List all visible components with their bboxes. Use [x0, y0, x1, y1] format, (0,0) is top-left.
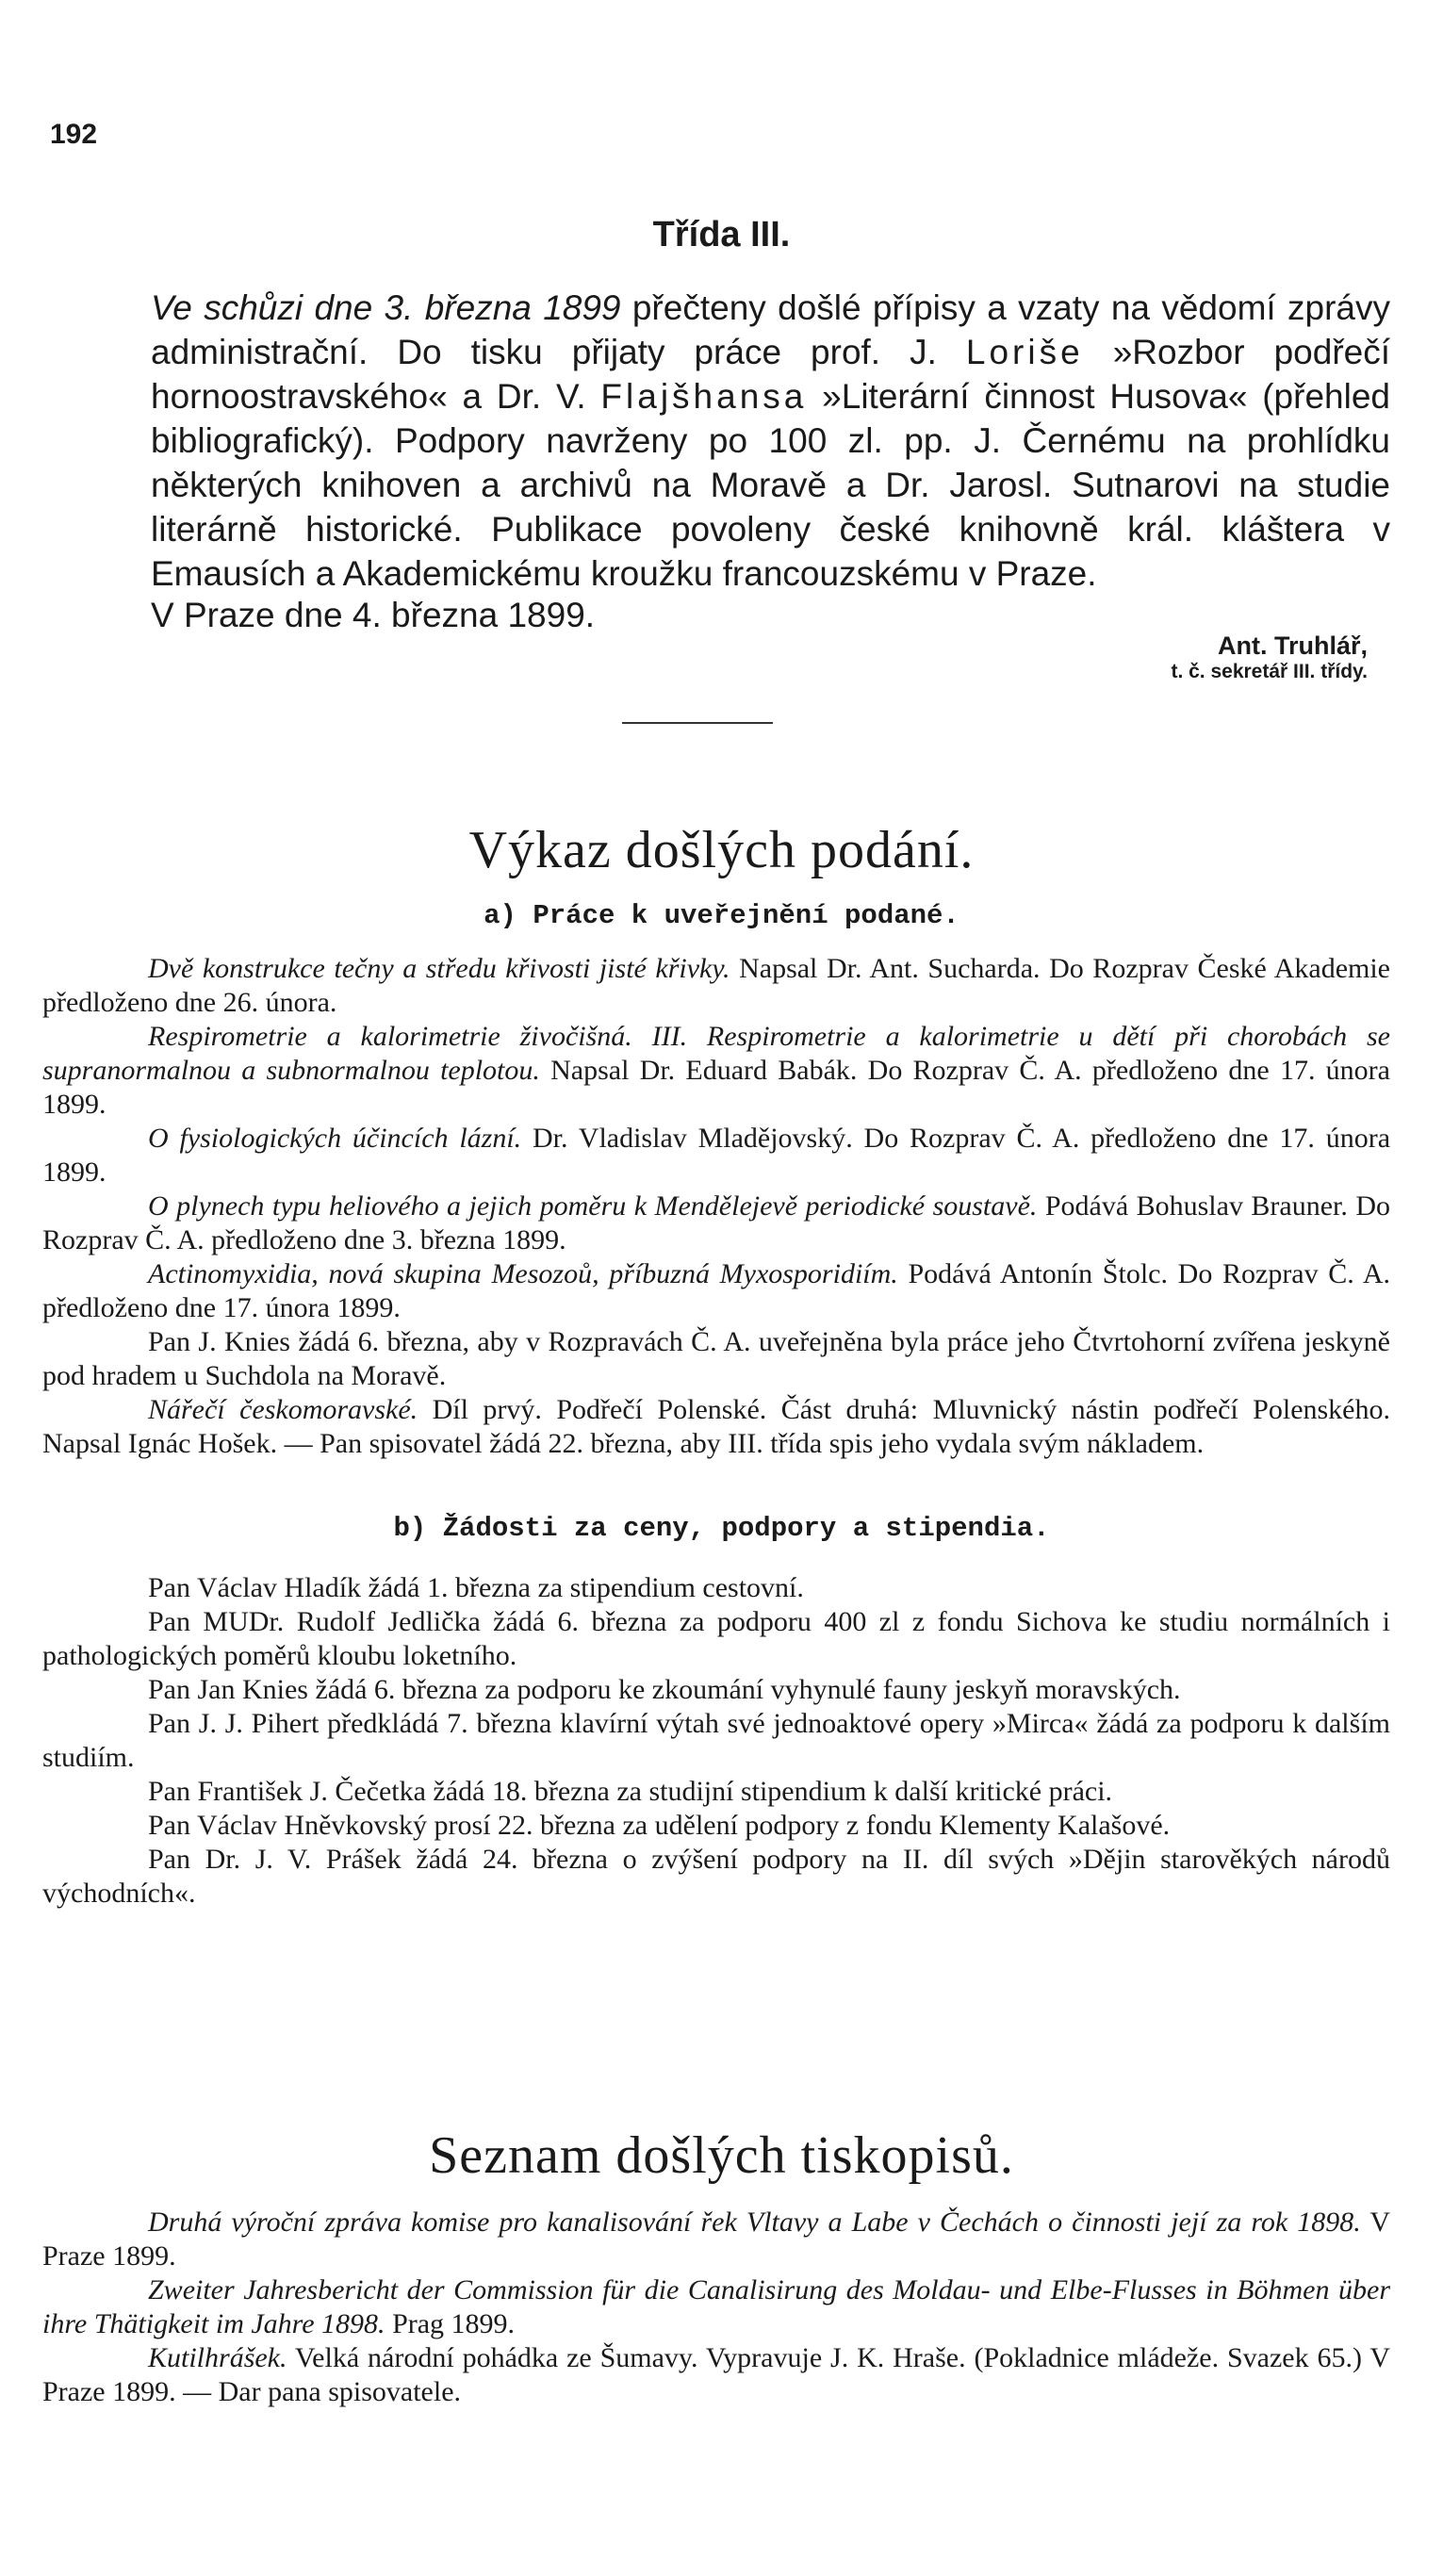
divider [622, 722, 773, 724]
list-item [42, 1020, 1390, 1122]
entry-text: Napsal Dr. Eduard Babák. Do Rozprav Č. A. předloženo dne 17. února 1899. [42, 1055, 1390, 1120]
list-item: Pan Jan Knies žádá 6. března za podporu ke zkoumání vyhynulé fauny jeskyň moravských. [148, 1674, 1181, 1705]
entry-title: O plynech typu heliového a jejich poměru k Mendělejevě periodické soustavě. [148, 1190, 1038, 1222]
heading-submissions: Výkaz došlých podání. [468, 821, 975, 879]
session-text: přečteny došlé přípisy a vzaty na vědomí zprávy administrační. Do tisku přijaty práce prof. J. [151, 288, 1390, 371]
entry-title: Dvě konstrukce tečny a středu křivosti jisté křivky. [148, 953, 730, 984]
submissions-list [42, 952, 1390, 1461]
list-item: Pan Václav Hněvkovský prosí 22. března za udělení podpory z fondu Klementy Kalašové. [148, 1810, 1171, 1841]
entry-text: Napsal Dr. Ant. Sucharda. Do Rozprav České Akademie předloženo dne 26. února. [42, 953, 1390, 1018]
section-title: Třída III. [652, 215, 791, 254]
author-lorise: Loriše [965, 333, 1084, 371]
list-item [42, 952, 1390, 1020]
signature-name: Ant. Truhlář, [1217, 632, 1368, 660]
heading-prints: Seznam došlých tiskopisů. [429, 2126, 1014, 2185]
list-item [42, 1325, 1390, 1393]
list-item [42, 1393, 1390, 1461]
requests-list [42, 1571, 1390, 1911]
page-number: 192 [50, 119, 98, 150]
entry-text: V Praze 1899. [42, 2207, 1390, 2272]
subheading-a: a) Práce k uveřejnění podané. [484, 900, 959, 931]
list-item: Pan Václav Hladík žádá 1. března za stipendium cestovní. [148, 1572, 804, 1603]
signature-role: t. č. sekretář III. třídy. [1171, 661, 1368, 682]
entry-text: Díl prvý. Podřečí Polenské. Část druhá: Mluvnický nástin podřečí Polenského. Napsal Ignác Hošek. — Pan spisovatel žádá 22. března, aby III. třída spis jeho vydala svým nákladem. [42, 1394, 1391, 1459]
entry-text: Prag 1899. [385, 2308, 516, 2339]
entry-title: Druhá výroční zpráva komise pro kanalisování řek Vltavy a Labe v Čechách o činnosti její za rok 1898. [148, 2207, 1361, 2238]
entry-title: Nářečí českomoravské. [148, 1394, 418, 1425]
entry-text: Dr. Vladislav Mladějovský. Do Rozprav Č. A. předloženo dne 17. února 1899. [42, 1123, 1391, 1188]
list-item [42, 2206, 1390, 2273]
list-item [42, 1190, 1390, 1257]
list-item [42, 2273, 1390, 2341]
entry-text: Pan J. Knies žádá 6. března, aby v Rozpravách Č. A. uveřejněna byla práce jeho Čtvrtohorní zvířena jeskyně pod hradem u Suchdola na Moravě. [42, 1326, 1390, 1391]
session-paragraph [151, 286, 1390, 596]
entry-title: Respirometrie a kalorimetrie živočišná. III. Respirometrie a kalorimetrie u dětí při chorobách se supranormalnou a subnormalnou teplotou. [42, 1021, 1390, 1086]
list-item [42, 1122, 1390, 1190]
list-item: Pan MUDr. Rudolf Jedlička žádá 6. března za podporu 400 zl z fondu Sichova ke studiu normálních i pathologických poměrů kloubu loketního. [42, 1606, 1390, 1671]
list-item [42, 2341, 1390, 2409]
entry-title: O fysiologických účincích lázní. [148, 1123, 522, 1154]
signature [1171, 632, 1368, 683]
entry-text: Velká národní pohádka ze Šumavy. Vypravuje J. K. Hraše. (Pokladnice mládeže. Svazek 65.) V Praze 1899. — Dar pana spisovatele. [42, 2342, 1390, 2407]
list-item: Pan František J. Čečetka žádá 18. března za studijní stipendium k další kritické práci. [148, 1776, 1113, 1807]
entry-text: Podává Antonín Štolc. Do Rozprav Č. A. předloženo dne 17. února 1899. [42, 1258, 1390, 1323]
entry-text: Podává Bohuslav Brauner. Do Rozprav Č. A. předloženo dne 3. března 1899. [42, 1190, 1391, 1255]
entry-title: Zweiter Jahresbericht der Commission für die Canalisirung des Moldau- und Elbe-Flusses in Böhmen über ihre Thätigkeit im Jahre 1898. [42, 2274, 1390, 2339]
author-flajshans: Flajšhansa [600, 377, 808, 416]
work-lorise: »Rozbor podřečí hornoostravského« a Dr. V. [151, 333, 1390, 416]
list-item: Pan Dr. J. V. Prášek žádá 24. března o zvýšení podpory na II. díl svých »Dějin starověkých národů východních«. [42, 1844, 1390, 1909]
entry-title: Actinomyxidia, nová skupina Mesozoů, příbuzná Myxosporidiím. [148, 1258, 898, 1289]
place-date: V Praze dne 4. března 1899. [151, 596, 596, 634]
list-item [42, 1257, 1390, 1325]
subheading-b: b) Žádosti za ceny, podpory a stipendia. [393, 1513, 1050, 1544]
prints-list [42, 2206, 1390, 2409]
session-intro: Ve schůzi dne 3. března 1899 [151, 288, 621, 327]
list-item: Pan J. J. Pihert předkládá 7. března klavírní výtah své jednoaktové opery »Mirca« žádá za podporu k dalším studiím. [42, 1708, 1390, 1773]
work-flajshans: »Literární činnost Husova« (přehled bibliografický). Podpory navrženy po 100 zl. pp. J. Černému na prohlídku některých knihoven a archivů na Moravě a Dr. Jarosl. Sutnarovi na studie literárně historické. Publikace povoleny české knihovně král. kláštera v Emausích a Akademickému kroužku francouzskému v Praze. [151, 377, 1390, 593]
entry-title: Kutilhrášek. [148, 2342, 287, 2373]
